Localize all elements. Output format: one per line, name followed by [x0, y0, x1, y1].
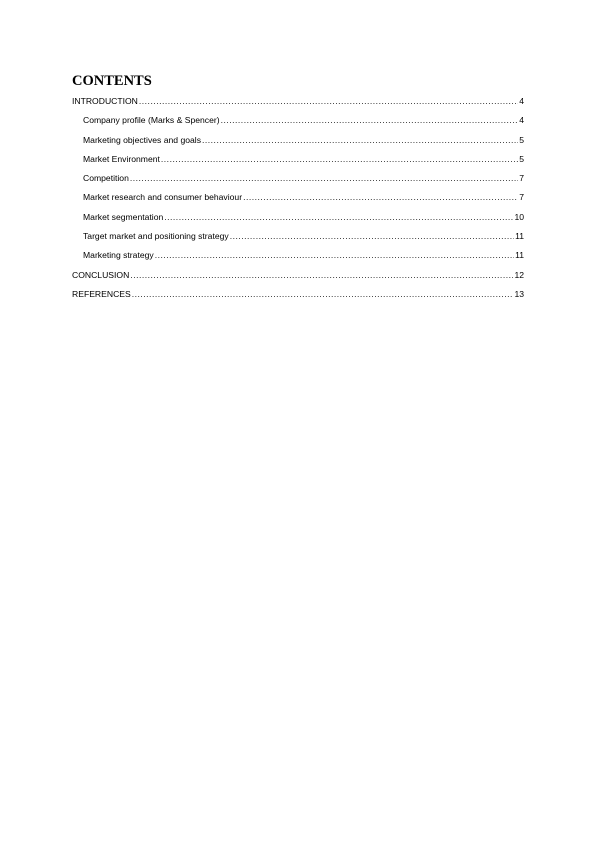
toc-entry-label: Company profile (Marks & Spencer) [83, 115, 220, 126]
toc-entry-market-research[interactable] [72, 192, 524, 211]
toc-dot-leader [130, 270, 513, 280]
toc-page-number: 7 [519, 173, 524, 184]
toc-dot-leader [155, 250, 514, 260]
toc-entry-label: REFERENCES [72, 288, 131, 299]
toc-dot-leader [161, 154, 518, 164]
toc-dot-leader [130, 173, 518, 183]
toc-entry-market-segmentation[interactable] [72, 212, 524, 231]
toc-page-number: 4 [519, 115, 524, 126]
toc-entry-label: Market research and consumer behaviour [83, 192, 243, 203]
toc-entry-label: Target market and positioning strategy [83, 231, 229, 242]
toc-page-number: 5 [519, 134, 524, 145]
toc-page-number: 10 [514, 211, 524, 222]
toc-page-number: 7 [519, 192, 524, 203]
toc-dot-leader [132, 289, 514, 299]
toc-dot-leader [230, 231, 514, 241]
toc-heading: CONTENTS [72, 73, 152, 89]
toc-entry-label: Marketing objectives and goals [83, 134, 201, 145]
toc-entry-marketing-objectives[interactable] [72, 135, 524, 154]
table-of-contents [72, 96, 524, 308]
toc-entry-introduction[interactable] [72, 96, 524, 115]
toc-dot-leader [221, 115, 519, 125]
toc-entry-marketing-strategy[interactable] [72, 250, 524, 269]
toc-entry-label: Market segmentation [83, 211, 164, 222]
toc-page-number: 11 [515, 250, 524, 261]
toc-entry-references[interactable] [72, 289, 524, 308]
toc-entry-label: Competition [83, 173, 129, 184]
toc-entry-label: CONCLUSION [72, 269, 130, 280]
toc-entry-conclusion[interactable] [72, 270, 524, 289]
toc-entry-market-environment[interactable] [72, 154, 524, 173]
toc-page-number: 4 [519, 96, 524, 106]
toc-page-number: 5 [519, 153, 524, 164]
toc-dot-leader [243, 192, 518, 202]
toc-entry-competition[interactable] [72, 173, 524, 192]
toc-dot-leader [164, 212, 513, 222]
toc-dot-leader [202, 135, 518, 145]
toc-entry-label: INTRODUCTION [72, 96, 138, 106]
toc-entry-label: Marketing strategy [83, 250, 154, 261]
toc-page-number: 13 [514, 288, 524, 299]
toc-entry-company-profile[interactable] [72, 115, 524, 134]
toc-page-number: 11 [515, 231, 524, 242]
toc-entry-label: Market Environment [83, 153, 160, 164]
toc-entry-target-market[interactable] [72, 231, 524, 250]
toc-page-number: 12 [514, 269, 524, 280]
toc-dot-leader [139, 96, 518, 106]
